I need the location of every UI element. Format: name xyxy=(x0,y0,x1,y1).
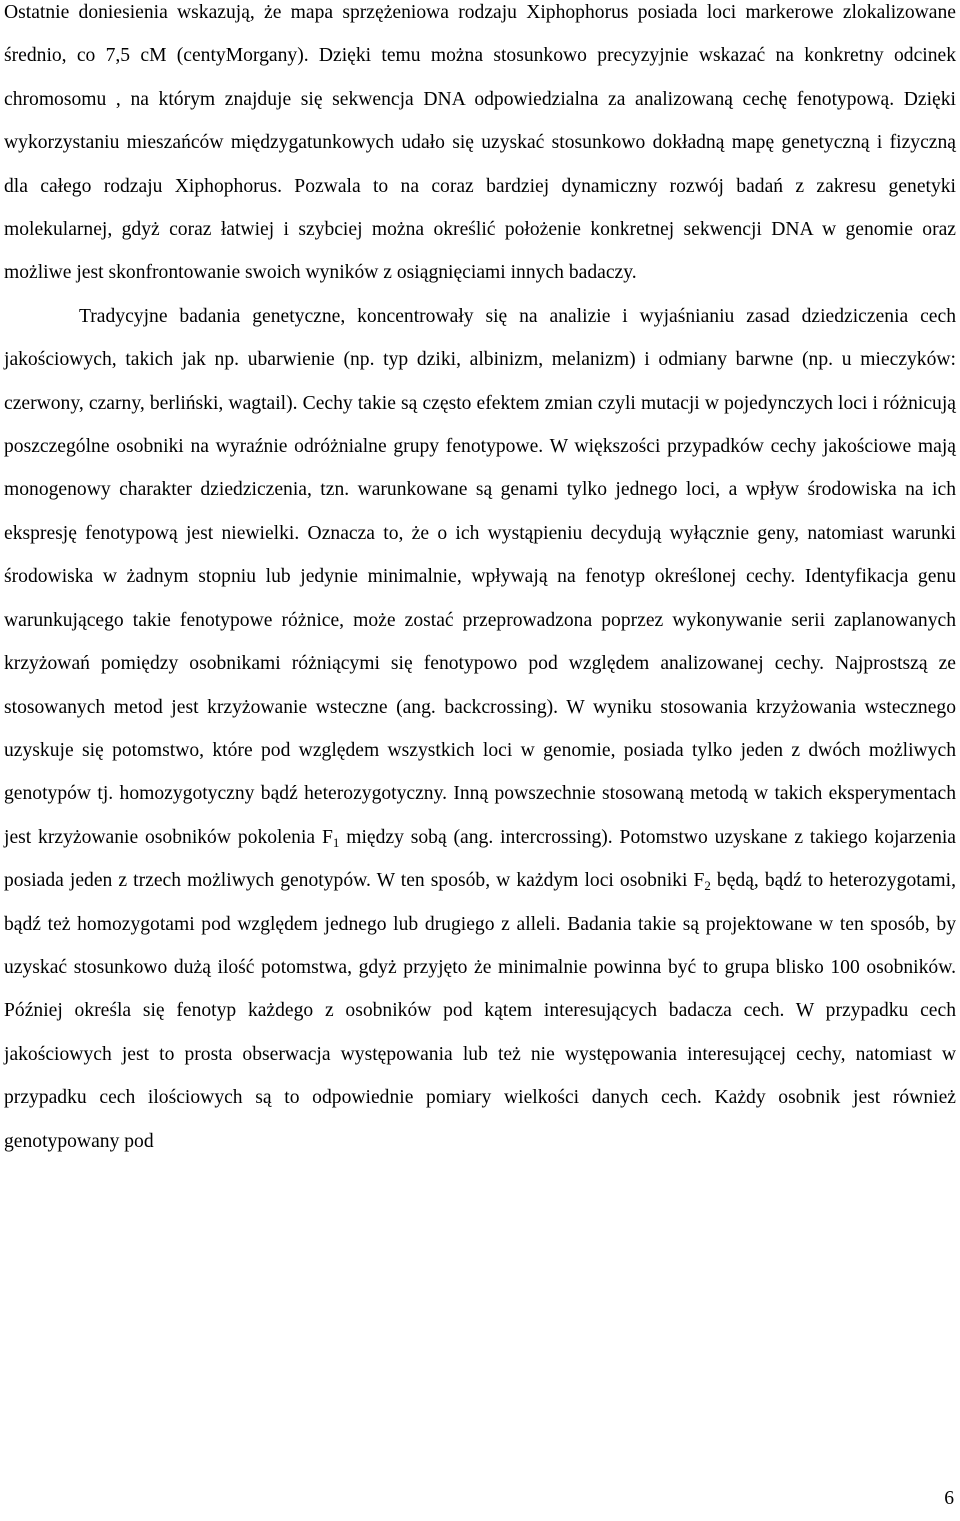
subscript-f2: 2 xyxy=(704,878,711,894)
paragraph-traditional-genetics xyxy=(4,295,956,1163)
paragraph-text-part-3: będą, bądź to heterozygotami, bądź też homozygotami pod względem jednego lub drugiego z alleli. Badania takie są projektowane w ten sposób, by uzyskać stosunkowo dużą ilość potomstwa, gdyż przyjęto że minimalnie powinna być to grupa blisko 100 osobników. Później określa się fenotyp każdego z osobników pod kątem interesujących badacza cech. W przypadku cech jakościowych jest to prosta obserwacja występowania lub też nie występowania interesującej cechy, natomiast w przypadku cech ilościowych są to odpowiednie pomiary wielkości danych cech. Każdy osobnik jest również genotypowany pod xyxy=(4,870,956,1152)
paragraph-text-part-2: między sobą (ang. intercrossing). Potomstwo uzyskane z takiego kojarzenia posiada jeden z trzech możliwych genotypów. W ten sposób, w każdym loci osobniki F xyxy=(4,826,957,892)
page-number: 6 xyxy=(944,1488,954,1509)
paragraph-linkage-map: Ostatnie doniesienia wskazują, że mapa sprzężeniowa rodzaju Xiphophorus posiada loci markerowe zlokalizowane średnio, co 7,5 cM (centyMorgany). Dzięki temu można stosunkowo precyzyjnie wskazać na konkretny odcinek chromosomu , na którym znajduje się sekwencja DNA odpowiedzialna za analizowaną cechę fenotypową. Dzięki wykorzystaniu mieszańców międzygatunkowych udało się uzyskać stosunkowo dokładną mapę genetyczną i fizyczną dla całego rodzaju Xiphophorus. Pozwala to na coraz bardziej dynamiczny rozwój badań z zakresu genetyki molekularnej, gdyż coraz łatwiej i szybciej można określić położenie konkretnej sekwencji DNA w genomie oraz możliwe jest skonfrontowanie swoich wyników z osiągnięciami innych badaczy. xyxy=(4,2,956,284)
subscript-f1: 1 xyxy=(332,834,340,850)
paragraph-text-part-1: Tradycyjne badania genetyczne, koncentrowały się na analizie i wyjaśnianiu zasad dziedziczenia cech jakościowych, takich jak np. ubarwienie (np. typ dziki, albinizm, melanizm) i odmiany barwne (np. u mieczyków: czerwony, czarny, berliński, wagtail). Cechy takie są często efektem zmian czyli mutacji w pojedynczych loci i różnicują poszczególne osobniki na wyraźnie odróżnialne grupy fenotypowe. W większości przypadków cechy jakościowe mają monogenowy charakter dziedziczenia, tzn. warunkowane są genami tylko jednego loci, a wpływ środowiska na ich ekspresję fenotypową jest niewielki. Oznacza to, że o ich wystąpieniu decydują wyłącznie geny, natomiast warunki środowiska w żadnym stopniu lub jedynie minimalnie, wpływają na fenotyp określonej cechy. Identyfikacja genu warunkującego takie fenotypowe różnice, może zostać przeprowadzona poprzez wykonywanie serii zaplanowanych krzyżowań pomiędzy osobnikami różniącymi się fenotypowo pod względem analizowanej cechy. Najprostszą ze stosowanych metod jest krzyżowanie wsteczne (ang. backcrossing). W wyniku stosowania krzyżowania wstecznego uzyskuje się potomstwo, które pod względem wszystkich loci w genomie, posiada tylko jeden z dwóch możliwych genotypów tj. homozygotyczny bądź heterozygotyczny. Inną powszechnie stosowaną metodą w takich eksperymentach jest krzyżowanie osobników pokolenia F xyxy=(4,305,956,848)
